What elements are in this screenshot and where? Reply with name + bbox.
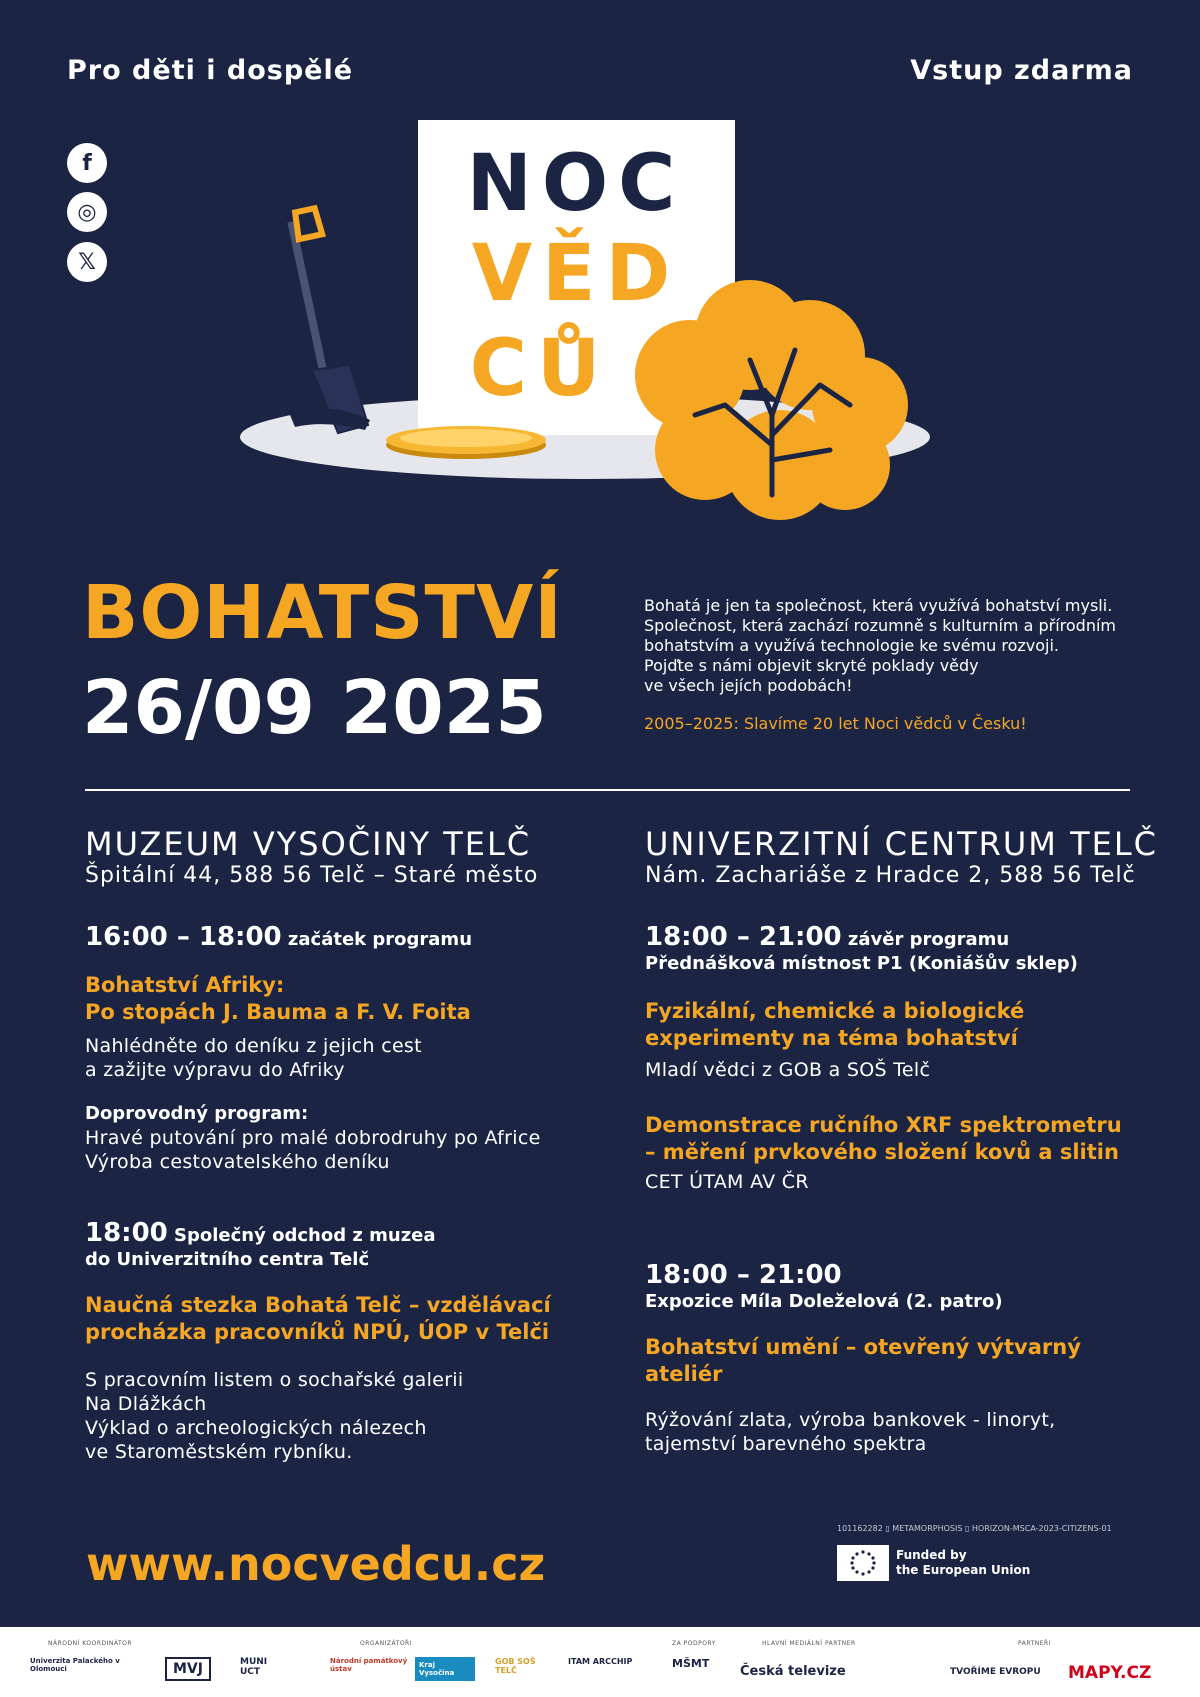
- time-label: Společný odchod z muzea: [174, 1225, 436, 1246]
- right-venue: [645, 825, 1165, 1456]
- free-entry-tagline: Vstup zdarma: [910, 55, 1133, 86]
- theme-title: BOHATSTVÍ: [82, 570, 563, 656]
- intro-line: Bohatá je jen ta společnost, která využívá bohatství mysli.: [644, 596, 1113, 615]
- partner-logo[interactable]: Kraj Vysočina: [415, 1657, 475, 1681]
- event-title-line: Bohatství umění – otevřený výtvarný: [645, 1335, 1081, 1359]
- footer-tag: HLAVNÍ MEDIÁLNÍ PARTNER: [762, 1640, 856, 1647]
- partner-logo[interactable]: Univerzita Palackého v Olomouci: [30, 1657, 120, 1673]
- audience-tagline: Pro děti i dospělé: [67, 55, 354, 86]
- event-text-line: Nahlédněte do deníku z jejich cest: [85, 1035, 422, 1057]
- partner-logo[interactable]: ITAM ARCCHIP: [568, 1657, 633, 1666]
- time-range: 16:00 – 18:00: [85, 922, 282, 952]
- side-program-title: Doprovodný program:: [85, 1103, 309, 1124]
- venue-address: Nám. Zachariáše z Hradce 2, 588 56 Telč: [645, 863, 1136, 888]
- event-text-line: tajemství barevného spektra: [645, 1433, 927, 1455]
- section-divider: [85, 789, 1130, 791]
- event-description: Mladí vědci z GOB a SOŠ Telč: [645, 1059, 931, 1081]
- time-range: 18:00: [85, 1218, 168, 1248]
- event-text-line: Výklad o archeologických nálezech: [85, 1417, 427, 1439]
- time-slot: [645, 922, 1165, 952]
- event-text-line: ve Staroměstském rybníku.: [85, 1441, 353, 1463]
- gold-coin-icon: [386, 426, 546, 459]
- time-label: závěr programu: [847, 929, 1010, 950]
- event-title-line: Po stopách J. Bauma a F. V. Foita: [85, 1000, 471, 1024]
- shovel-icon: [287, 208, 370, 433]
- partner-logo[interactable]: GOB SOŠ TELČ: [495, 1657, 536, 1675]
- event-title: [85, 972, 585, 1026]
- time-range: 18:00 – 21:00: [645, 922, 842, 952]
- logo-line-cu: CŮ: [469, 324, 611, 414]
- partners-footer: [0, 1627, 1200, 1697]
- left-venue: [85, 825, 585, 1464]
- instagram-icon[interactable]: ◎: [67, 192, 107, 232]
- venue-address: Špitální 44, 588 56 Telč – Staré město: [85, 863, 539, 888]
- facebook-icon[interactable]: f: [67, 143, 107, 183]
- time-range: 18:00 – 21:00: [645, 1260, 842, 1290]
- event-text-line: Na Dlážkách: [85, 1393, 207, 1415]
- footer-tag: NÁRODNÍ KOORDINÁTOR: [48, 1640, 133, 1647]
- partner-logo[interactable]: Česká televize: [740, 1664, 846, 1679]
- side-program-description: [85, 1126, 585, 1174]
- event-description: [645, 1408, 1165, 1456]
- funded-by-eu: [896, 1548, 1030, 1578]
- intro-line: bohatstvím a využívá technologie ke svému rozvoji.: [644, 636, 1060, 655]
- event-description: [85, 1368, 585, 1464]
- time-label: začátek programu: [287, 929, 473, 950]
- event-text-line: Hravé putování pro malé dobrodruhy po Africe: [85, 1127, 541, 1149]
- event-title-line: – měření prvkového složení kovů a slitin: [645, 1140, 1119, 1164]
- venue-name: MUZEUM VYSOČINY TELČ: [85, 825, 532, 863]
- funded-line: Funded by: [896, 1548, 967, 1562]
- intro-line: ve všech jejích podobách!: [644, 676, 853, 695]
- event-description: [85, 1034, 585, 1082]
- time-slot: [85, 922, 585, 952]
- event-title-line: ateliér: [645, 1362, 723, 1386]
- x-icon[interactable]: 𝕏: [67, 242, 107, 282]
- event-text-line: Rýžování zlata, výroba bankovek - linoryt,: [645, 1409, 1056, 1431]
- event-date: 26/09 2025: [82, 665, 547, 751]
- footer-tag: ORGANIZÁTOŘI: [360, 1640, 412, 1647]
- logo-line-ved: VĚD: [471, 229, 681, 319]
- website-link[interactable]: www.nocvedcu.cz: [86, 1537, 546, 1591]
- logo-line-noc: NOC: [466, 139, 686, 229]
- intro-line: Pojďte s námi objevit skryté poklady vědy: [644, 656, 979, 675]
- time-sublabel: Přednášková místnost P1 (Koniášův sklep): [645, 953, 1078, 974]
- event-title: [85, 1292, 585, 1346]
- event-title: [645, 1334, 1165, 1388]
- anniversary-note: 2005–2025: Slavíme 20 let Noci vědců v Česku!: [644, 714, 1027, 733]
- eu-flag-icon: [837, 1545, 889, 1581]
- time-slot: [645, 1260, 1165, 1290]
- partner-logo[interactable]: MVJ: [165, 1657, 211, 1681]
- hero-illustration: [220, 115, 940, 535]
- event-text-line: a zažijte výpravu do Afriky: [85, 1059, 345, 1081]
- event-text-line: S pracovním listem o sochařské galerii: [85, 1369, 464, 1391]
- time-sublabel: Expozice Míla Doleželová (2. patro): [645, 1291, 1003, 1312]
- event-description: CET ÚTAM AV ČR: [645, 1171, 809, 1193]
- event-title-line: Demonstrace ručního XRF spektrometru: [645, 1113, 1122, 1137]
- event-title-line: procházka pracovníků NPÚ, ÚOP v Telči: [85, 1320, 550, 1344]
- event-title: [645, 998, 1165, 1052]
- funded-line: the European Union: [896, 1563, 1031, 1577]
- intro-line: Společnost, která zachází rozumně s kulturním a přírodním: [644, 616, 1116, 635]
- footer-tag: PARTNEŘI: [1018, 1640, 1051, 1647]
- intro-text: [644, 596, 1144, 696]
- grant-code: 101162282 ▯ METAMORPHOSIS ▯ HORIZON-MSCA-2023-CITIZENS-01: [837, 1524, 1112, 1533]
- partner-logo[interactable]: MAPY.CZ: [1068, 1663, 1152, 1683]
- event-title-line: Bohatství Afriky:: [85, 973, 285, 997]
- time-sublabel: do Univerzitního centra Telč: [85, 1249, 370, 1270]
- partner-logo[interactable]: TVOŘÍME EVROPU: [950, 1667, 1041, 1677]
- partner-logo[interactable]: Národní památkový ústav: [330, 1657, 408, 1673]
- event-title-line: Fyzikální, chemické a biologické: [645, 999, 1025, 1023]
- partner-logo[interactable]: MŠMT: [672, 1657, 710, 1670]
- partner-logo[interactable]: MUNI UCT: [240, 1657, 268, 1677]
- event-title-line: Naučná stezka Bohatá Telč – vzdělávací: [85, 1293, 551, 1317]
- eu-stars-icon: [846, 1548, 880, 1578]
- event-title: [645, 1112, 1165, 1166]
- venue-name: UNIVERZITNÍ CENTRUM TELČ: [645, 825, 1159, 863]
- event-title-line: experimenty na téma bohatství: [645, 1026, 1018, 1050]
- footer-tag: ZA PODPORY: [672, 1640, 716, 1647]
- event-text-line: Výroba cestovatelského deníku: [85, 1151, 390, 1173]
- time-slot: [85, 1218, 585, 1248]
